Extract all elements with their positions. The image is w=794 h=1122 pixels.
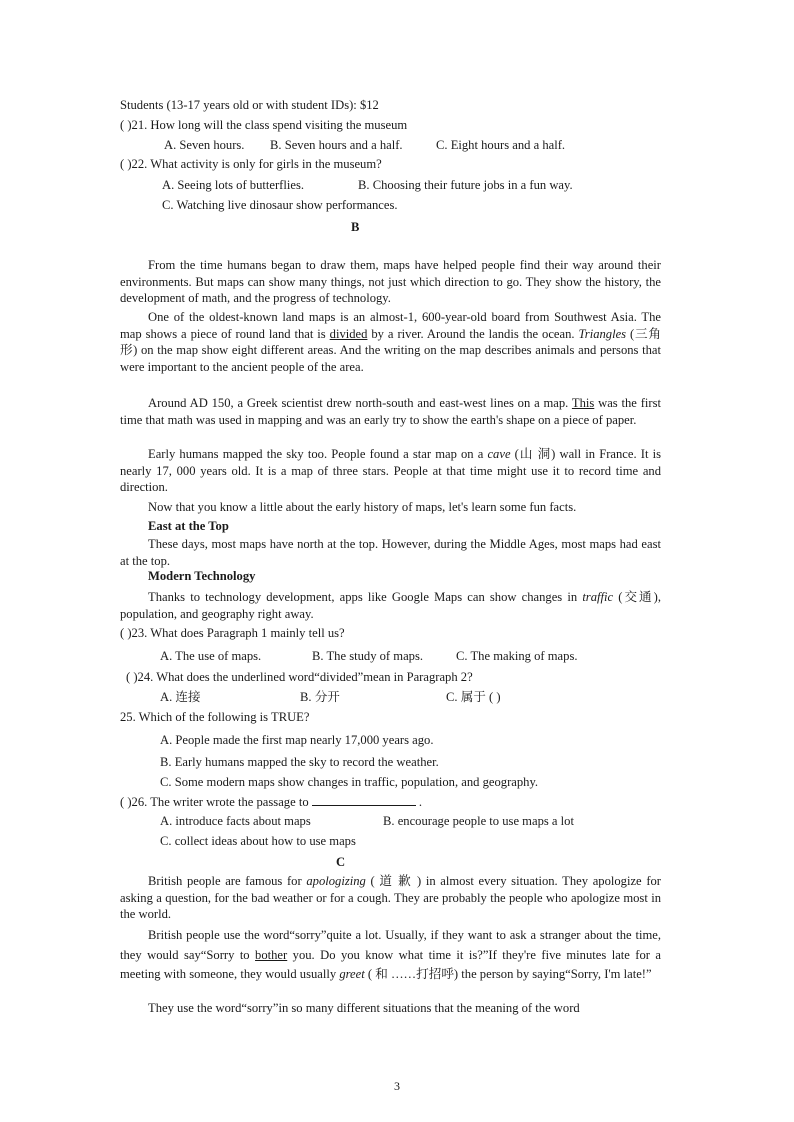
underlined-word-this: This [571, 396, 595, 410]
intro-line: Students (13-17 years old or with student IDs): $12 [120, 98, 379, 112]
q26-option-b: B. encourage people to use maps a lot [383, 814, 574, 828]
q21-option-a: A. Seven hours. [164, 138, 245, 152]
q26-option-c: C. collect ideas about how to use maps [160, 834, 356, 848]
section-b-paragraph-1: From the time humans began to draw them, maps have helped people find their way around their environments. But maps can show many things, not just which direction to go. They show the history, the development of math, and the progress of technology. [120, 258, 661, 305]
q23-option-a: A. The use of maps. [160, 649, 262, 663]
question-21: ( )21. How long will the class spend visiting the museum [120, 118, 408, 132]
q24-option-c: C. 属于 ( ) [446, 690, 501, 704]
q22-option-a: A. Seeing lots of butterflies. [162, 178, 305, 192]
q25-option-c: C. Some modern maps show changes in traffic, population, and geography. [160, 775, 539, 789]
q24-option-a: A. 连接 [160, 690, 201, 704]
question-23: ( )23. What does Paragraph 1 mainly tell us? [120, 626, 345, 640]
section-b-paragraph-6: These days, most maps have north at the top. However, during the Middle Ages, most maps had east at the top. [120, 537, 661, 568]
q23-option-b: B. The study of maps. [312, 649, 424, 663]
page-number: 3 [394, 1079, 400, 1093]
q26-option-a: A. introduce facts about maps [160, 814, 311, 828]
section-b-heading: B [351, 220, 360, 234]
section-b-paragraph-4: Early humans mapped the sky too. People found a star map on a cave (山 洞) wall in France. It is nearly 17, 000 years old. It is a map of three stars. People at that time might use it to record time and direction. [120, 447, 661, 494]
section-c-paragraph-2: British people use the word“sorry”quite a lot. Usually, if they want to ask a stranger about the time, they would say“Sorry to bother you. Do you know what time it is?”If they're five minutes late for a meeting with someone, they would usually greet ( 和 ……打招呼) the person by saying“Sorry, I'm late!” [120, 928, 662, 981]
section-b-paragraph-5: Now that you know a little about the early history of maps, let's learn some fun facts. [148, 500, 577, 514]
underlined-word-bother: bother [255, 947, 288, 962]
q21-option-b: B. Seven hours and a half. [270, 138, 403, 152]
question-24: ( )24. What does the underlined word“divided”mean in Paragraph 2? [126, 670, 473, 684]
section-b-paragraph-2: One of the oldest-known land maps is an almost-1, 600-year-old board from Southwest Asia. The map shows a piece of round land that is divided by a river. Around the landis the ocean. Triangles (三角形) on the map show eight different areas. And the writing on the map describes animals and persons that were important to the ancient people of the area. [120, 310, 661, 374]
q25-option-b: B. Early humans mapped the sky to record the weather. [160, 755, 439, 769]
section-c-paragraph-3: They use the word“sorry”in so many different situations that the meaning of the word [148, 1001, 580, 1015]
q23-option-c: C. The making of maps. [456, 649, 578, 663]
q22-option-c: C. Watching live dinosaur show performances. [162, 198, 398, 212]
question-26: ( )26. The writer wrote the passage to . [120, 795, 423, 809]
section-c-paragraph-1: British people are famous for apologizing ( 道 歉 ) in almost every situation. They apologize for asking a question, for the bad weather or for a cough. They are probably the people who apologize most in the world. [120, 874, 662, 921]
underlined-word-divided: divided [329, 326, 368, 341]
q22-option-b: B. Choosing their future jobs in a fun way. [358, 178, 573, 192]
subheading-east-at-top: East at the Top [148, 519, 229, 533]
section-c-heading: C [336, 855, 346, 869]
q25-option-a: A. People made the first map nearly 17,000 years ago. [160, 733, 434, 747]
q24-option-b: B. 分开 [300, 690, 340, 704]
q21-option-c: C. Eight hours and a half. [436, 138, 566, 152]
section-b-paragraph-7: Thanks to technology development, apps like Google Maps can show changes in traffic (交通), population, and geography right away. [120, 590, 661, 621]
question-25: 25. Which of the following is TRUE? [120, 710, 310, 724]
question-22: ( )22. What activity is only for girls in the museum? [120, 157, 382, 171]
section-b-paragraph-3: Around AD 150, a Greek scientist drew north-south and east-west lines on a map. This was the first time that math was used in mapping and was an early try to show the earth's shape on a piece of paper. [120, 396, 661, 427]
subheading-modern-technology: Modern Technology [148, 569, 256, 583]
answer-blank [312, 793, 416, 806]
